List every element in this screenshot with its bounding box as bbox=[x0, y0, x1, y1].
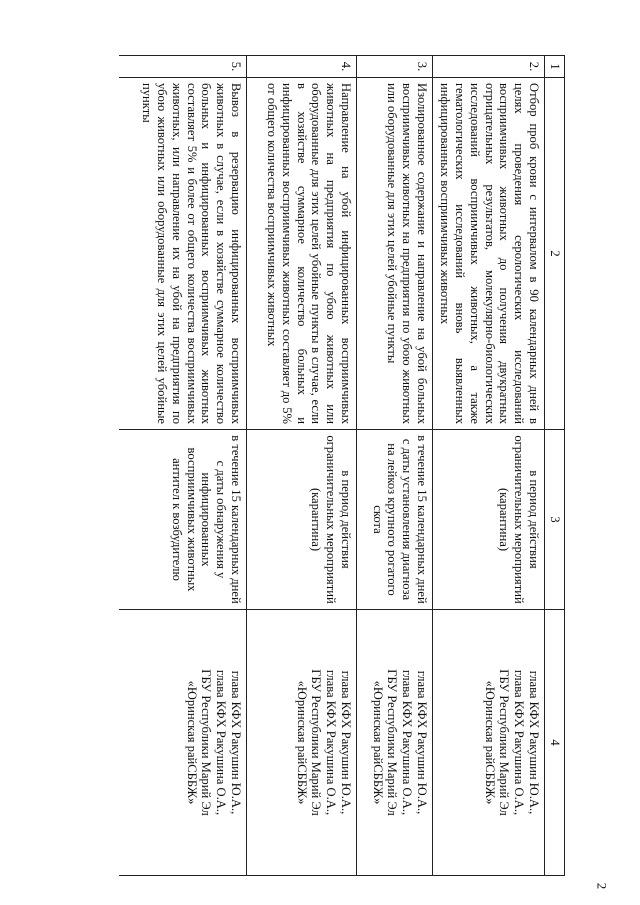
column-header: 4 bbox=[545, 610, 565, 876]
responsible-line: «Юринская райСББЖ» bbox=[294, 680, 309, 805]
responsible-line: глава КФХ Ракушин Ю.А., bbox=[339, 670, 354, 815]
row-number: 3. bbox=[357, 56, 433, 78]
row-number: 4. bbox=[247, 56, 357, 78]
responsible-line: ГБУ Республики Марий Эл bbox=[309, 669, 324, 816]
responsible-line: глава КФХ Ракушин Ю.А., bbox=[415, 670, 430, 815]
measure-description: Изолированное содержание и направление на убой больных восприимчивых животных на предприятия по убою животных или оборудованные для этих целей убойные пункты bbox=[357, 78, 433, 430]
measure-description: Направление на убой инфицированных восприимчивых животных на предприятия по убою животных или оборудованные для этих целей убойные пункты в случае, если в хозяйстве суммарное количество больных и инфицированных восприимчивых животных составляет до 5% от общего количества восприимчивых животных bbox=[247, 78, 357, 430]
responsible-line: ГБУ Республики Марий Эл bbox=[385, 669, 400, 816]
table-row bbox=[357, 56, 433, 876]
table-row bbox=[433, 56, 545, 876]
measures-table-wrapper bbox=[60, 55, 565, 875]
responsible-line: глава КФХ Ракушин Ю.А., bbox=[229, 670, 244, 815]
responsible-line: глава КФХ Ракушина О.А., bbox=[400, 669, 415, 816]
measure-deadline: в течение 15 календарных дней с даты установления диагноза на лейкоз крупного рогатого скота bbox=[357, 430, 433, 610]
measure-description: Отбор проб крови с интервалом в 90 календарных дней в целях проведения серологических исследований восприимчивых животных до получения двукратных отрицательных результатов, молекулярно-биологических исследований восприимчивых животных, а также гематологических исследований вновь выявленных инфицированных восприимчивых животных bbox=[433, 78, 545, 430]
responsible-line: «Юринская райСББЖ» bbox=[370, 680, 385, 805]
responsible-line: глава КФХ Ракушина О.А., bbox=[324, 669, 339, 816]
responsible-line: «Юринская райСББЖ» bbox=[184, 680, 199, 805]
column-header: 1 bbox=[545, 56, 565, 78]
measure-description: Вывоз в резервацию инфицированных восприимчивых животных в случае, если в хозяйстве суммарное количество больных и инфицированных восприимчивых животных составляет 5% и более от общего количества восприимчивых животных, или направление их на убой на предприятия по убою животных или оборудованные для этих целей убойные пункты bbox=[119, 78, 247, 430]
responsible-line: ГБУ Республики Марий Эл bbox=[199, 669, 214, 816]
page-number: 2 bbox=[594, 882, 610, 890]
measure-deadline: в период действия ограничительных мероприятий (карантина) bbox=[433, 430, 545, 610]
measures-table bbox=[119, 55, 565, 876]
measure-deadline: в течение 15 календарных дней с даты обнаружения у инфицированных восприимчивых животных антител к возбудителю bbox=[119, 430, 247, 610]
responsible-line: «Юринская райСББЖ» bbox=[482, 680, 497, 805]
responsible-parties bbox=[247, 610, 357, 876]
responsible-line: ГБУ Республики Марий Эл bbox=[497, 669, 512, 816]
table-row bbox=[247, 56, 357, 876]
measure-deadline: в период действия ограничительных мероприятий (карантина) bbox=[247, 430, 357, 610]
table-header-row bbox=[545, 56, 565, 876]
responsible-line: глава КФХ Ракушина О.А., bbox=[214, 669, 229, 816]
responsible-parties bbox=[433, 610, 545, 876]
responsible-parties bbox=[119, 610, 247, 876]
responsible-line: глава КФХ Ракушина О.А., bbox=[512, 669, 527, 816]
row-number: 2. bbox=[433, 56, 545, 78]
responsible-line: глава КФХ Ракушин Ю.А., bbox=[527, 670, 542, 815]
column-header: 2 bbox=[545, 78, 565, 430]
column-header: 3 bbox=[545, 430, 565, 610]
table-row bbox=[119, 56, 247, 876]
row-number: 5. bbox=[119, 56, 247, 78]
responsible-parties bbox=[357, 610, 433, 876]
